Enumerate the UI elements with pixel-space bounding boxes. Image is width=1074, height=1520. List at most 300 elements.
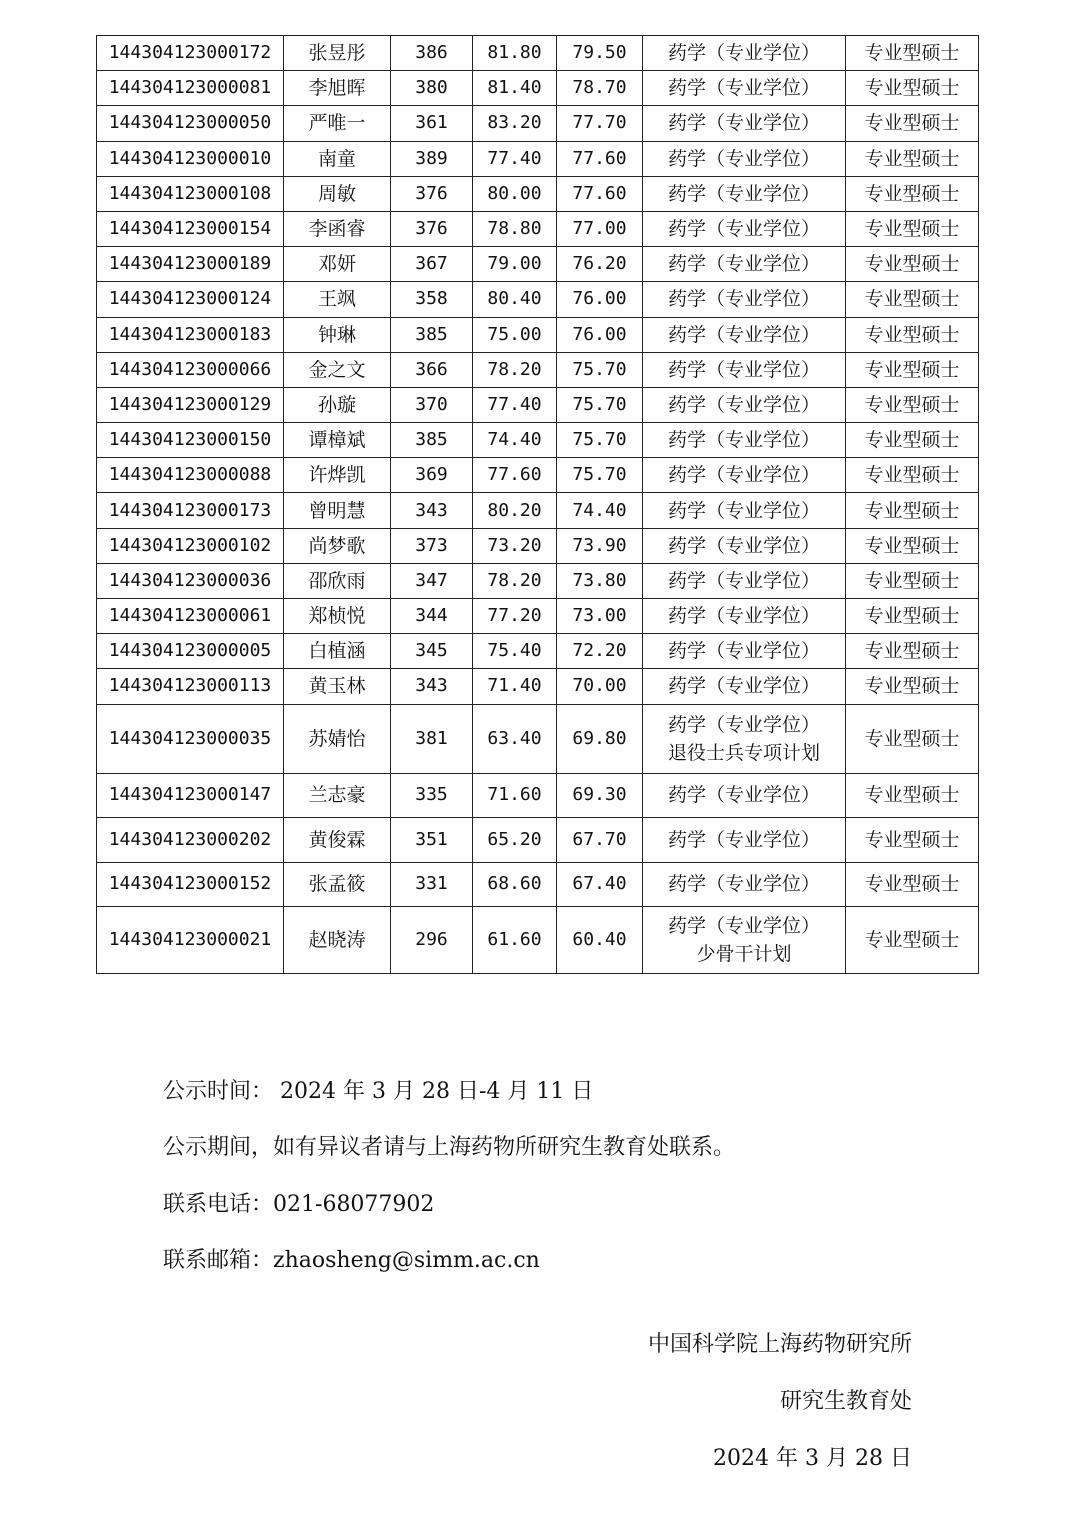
candidate-id-cell-text: 144304123000081 bbox=[108, 77, 272, 99]
candidate-id-cell-text: 144304123000150 bbox=[108, 429, 272, 451]
name-cell-text: 张昱彤 bbox=[308, 42, 366, 65]
degree-type-cell-text: 专业型硕士 bbox=[864, 218, 960, 241]
name-cell bbox=[284, 141, 391, 176]
name-cell bbox=[284, 528, 391, 563]
major-cell bbox=[643, 71, 846, 106]
publicity-period bbox=[163, 1074, 593, 1105]
candidate-id-cell-text: 144304123000173 bbox=[108, 499, 272, 521]
initial-score-cell bbox=[391, 493, 473, 528]
total-score-cell-text: 78.70 bbox=[572, 77, 627, 99]
name-cell bbox=[284, 282, 391, 317]
name-cell bbox=[284, 106, 391, 141]
initial-score-cell-text: 347 bbox=[415, 569, 448, 591]
retest-score-cell-text: 80.00 bbox=[487, 182, 542, 204]
degree-type-cell-text: 专业型硕士 bbox=[864, 605, 960, 628]
initial-score-cell-text: 376 bbox=[415, 182, 448, 204]
name-cell bbox=[284, 907, 391, 974]
candidate-id-cell bbox=[97, 282, 284, 317]
table-body bbox=[97, 36, 979, 974]
candidate-id-cell-text: 144304123000005 bbox=[108, 640, 272, 662]
candidate-id-cell bbox=[97, 773, 284, 818]
degree-type-cell bbox=[846, 176, 979, 211]
name-cell-text: 钟琳 bbox=[317, 323, 356, 346]
candidate-id-cell bbox=[97, 563, 284, 598]
retest-score-cell-text: 75.40 bbox=[487, 640, 542, 662]
name-cell bbox=[284, 458, 391, 493]
degree-type-cell bbox=[846, 528, 979, 563]
initial-score-cell bbox=[391, 36, 473, 71]
initial-score-cell-text: 369 bbox=[415, 464, 448, 486]
degree-type-cell-text: 专业型硕士 bbox=[864, 429, 960, 452]
degree-type-cell bbox=[846, 387, 979, 422]
retest-score-cell bbox=[473, 862, 557, 907]
candidate-id-cell-text: 144304123000021 bbox=[108, 929, 272, 951]
table-row bbox=[97, 669, 979, 704]
major-cell-text: 药学（专业学位） bbox=[667, 42, 820, 65]
major-cell bbox=[643, 387, 846, 422]
retest-score-cell-text: 78.20 bbox=[487, 358, 542, 380]
candidate-id-cell-text: 144304123000036 bbox=[108, 569, 272, 591]
total-score-cell-text: 67.40 bbox=[572, 873, 627, 895]
candidate-id-cell bbox=[97, 458, 284, 493]
degree-type-cell bbox=[846, 36, 979, 71]
retest-score-cell bbox=[473, 773, 557, 818]
degree-type-cell-text: 专业型硕士 bbox=[864, 288, 960, 311]
major-cell bbox=[643, 493, 846, 528]
major-cell-text: 药学（专业学位） bbox=[667, 499, 820, 522]
name-cell bbox=[284, 176, 391, 211]
initial-score-cell-text: 385 bbox=[415, 429, 448, 451]
major-cell bbox=[643, 704, 846, 773]
retest-score-cell-text: 80.20 bbox=[487, 499, 542, 521]
objection-notice: 公示期间，如有异议者请与上海药物所研究生教育处联系。 bbox=[163, 1135, 736, 1160]
retest-score-cell bbox=[473, 493, 557, 528]
retest-score-cell-text: 75.00 bbox=[487, 323, 542, 345]
name-cell bbox=[284, 493, 391, 528]
table-row bbox=[97, 352, 979, 387]
table-row bbox=[97, 211, 979, 246]
retest-score-cell-text: 77.40 bbox=[487, 393, 542, 415]
initial-score-cell-text: 385 bbox=[415, 323, 448, 345]
major-cell-text: 药学（专业学位） bbox=[667, 253, 820, 276]
degree-type-cell bbox=[846, 907, 979, 974]
name-cell-text: 赵晓涛 bbox=[308, 929, 366, 952]
name-cell-text: 兰志豪 bbox=[308, 784, 366, 807]
name-cell bbox=[284, 563, 391, 598]
major-cell bbox=[643, 528, 846, 563]
initial-score-cell-text: 367 bbox=[415, 253, 448, 275]
degree-type-cell-text: 专业型硕士 bbox=[864, 828, 960, 851]
retest-score-cell bbox=[473, 704, 557, 773]
total-score-cell bbox=[557, 563, 643, 598]
retest-score-cell bbox=[473, 528, 557, 563]
initial-score-cell bbox=[391, 599, 473, 634]
total-score-cell-text: 75.70 bbox=[572, 393, 627, 415]
major-cell bbox=[643, 36, 846, 71]
initial-score-cell-text: 358 bbox=[415, 288, 448, 310]
total-score-cell bbox=[557, 352, 643, 387]
table-row bbox=[97, 907, 979, 974]
retest-score-cell bbox=[473, 669, 557, 704]
major-cell-text: 药学（专业学位） bbox=[667, 713, 820, 736]
degree-type-cell-text: 专业型硕士 bbox=[864, 253, 960, 276]
name-cell-text: 张孟筱 bbox=[308, 873, 366, 896]
major-cell-text: 药学（专业学位） bbox=[667, 569, 820, 592]
name-cell bbox=[284, 669, 391, 704]
degree-type-cell bbox=[846, 773, 979, 818]
total-score-cell-text: 74.40 bbox=[572, 499, 627, 521]
candidate-id-cell bbox=[97, 907, 284, 974]
table-row bbox=[97, 423, 979, 458]
initial-score-cell bbox=[391, 106, 473, 141]
candidate-id-cell bbox=[97, 704, 284, 773]
candidate-id-cell bbox=[97, 669, 284, 704]
initial-score-cell bbox=[391, 423, 473, 458]
total-score-cell-text: 67.70 bbox=[572, 828, 627, 850]
total-score-cell bbox=[557, 493, 643, 528]
total-score-cell-text: 72.20 bbox=[572, 640, 627, 662]
major-cell-text: 药学（专业学位） bbox=[667, 828, 820, 851]
initial-score-cell-text: 296 bbox=[415, 929, 448, 951]
total-score-cell bbox=[557, 773, 643, 818]
retest-score-cell bbox=[473, 563, 557, 598]
major-cell bbox=[643, 176, 846, 211]
admission-results-table bbox=[96, 35, 979, 974]
major-cell bbox=[643, 818, 846, 863]
table-row bbox=[97, 493, 979, 528]
retest-score-cell-text: 65.20 bbox=[487, 828, 542, 850]
initial-score-cell bbox=[391, 352, 473, 387]
total-score-cell bbox=[557, 387, 643, 422]
name-cell bbox=[284, 387, 391, 422]
signature-organization: 中国科学院上海药物研究所 bbox=[647, 1332, 912, 1357]
total-score-cell-text: 77.70 bbox=[572, 112, 627, 134]
initial-score-cell bbox=[391, 176, 473, 211]
name-cell-text: 黄俊霖 bbox=[308, 828, 366, 851]
major-cell bbox=[643, 458, 846, 493]
retest-score-cell-text: 61.60 bbox=[487, 929, 542, 951]
major-cell bbox=[643, 211, 846, 246]
candidate-id-cell-text: 144304123000113 bbox=[108, 675, 272, 697]
retest-score-cell-text: 68.60 bbox=[487, 873, 542, 895]
initial-score-cell-text: 331 bbox=[415, 873, 448, 895]
major-cell bbox=[643, 317, 846, 352]
retest-score-cell bbox=[473, 634, 557, 669]
name-cell-text: 金之文 bbox=[308, 358, 366, 381]
degree-type-cell-text: 专业型硕士 bbox=[864, 182, 960, 205]
table-row bbox=[97, 599, 979, 634]
candidate-id-cell bbox=[97, 247, 284, 282]
table-row bbox=[97, 317, 979, 352]
name-cell-text: 曾明慧 bbox=[308, 499, 366, 522]
candidate-id-cell bbox=[97, 106, 284, 141]
initial-score-cell-text: 370 bbox=[415, 393, 448, 415]
initial-score-cell bbox=[391, 247, 473, 282]
initial-score-cell bbox=[391, 704, 473, 773]
total-score-cell-text: 75.70 bbox=[572, 464, 627, 486]
name-cell-text: 孙璇 bbox=[317, 393, 356, 416]
name-cell bbox=[284, 704, 391, 773]
retest-score-cell-text: 78.20 bbox=[487, 569, 542, 591]
retest-score-cell-text: 80.40 bbox=[487, 288, 542, 310]
major-cell-text: 药学（专业学位） bbox=[667, 605, 820, 628]
table-row bbox=[97, 704, 979, 773]
degree-type-cell bbox=[846, 106, 979, 141]
contact-phone-label: 联系电话： bbox=[163, 1192, 274, 1217]
initial-score-cell bbox=[391, 141, 473, 176]
initial-score-cell-text: 381 bbox=[415, 727, 448, 749]
table-row bbox=[97, 71, 979, 106]
name-cell-text: 黄玉林 bbox=[308, 675, 366, 698]
retest-score-cell-text: 71.40 bbox=[487, 675, 542, 697]
degree-type-cell-text: 专业型硕士 bbox=[864, 77, 960, 100]
retest-score-cell-text: 71.60 bbox=[487, 784, 542, 806]
total-score-cell bbox=[557, 176, 643, 211]
retest-score-cell-text: 77.20 bbox=[487, 605, 542, 627]
total-score-cell-text: 75.70 bbox=[572, 358, 627, 380]
degree-type-cell-text: 专业型硕士 bbox=[864, 323, 960, 346]
major-cell-text: 药学（专业学位） bbox=[667, 640, 820, 663]
total-score-cell-text: 75.70 bbox=[572, 429, 627, 451]
retest-score-cell bbox=[473, 423, 557, 458]
initial-score-cell bbox=[391, 282, 473, 317]
degree-type-cell-text: 专业型硕士 bbox=[864, 499, 960, 522]
major-cell-text: 药学（专业学位） bbox=[667, 429, 820, 452]
retest-score-cell bbox=[473, 247, 557, 282]
contact-email bbox=[163, 1243, 540, 1274]
table-row bbox=[97, 141, 979, 176]
major-cell-text: 药学（专业学位） bbox=[667, 288, 820, 311]
major-cell bbox=[643, 282, 846, 317]
contact-email-value: zhaosheng@simm.ac.cn bbox=[273, 1248, 540, 1273]
candidate-id-cell-text: 144304123000035 bbox=[108, 727, 272, 749]
table-row bbox=[97, 106, 979, 141]
table-row bbox=[97, 818, 979, 863]
candidate-id-cell bbox=[97, 71, 284, 106]
initial-score-cell-text: 344 bbox=[415, 605, 448, 627]
candidate-id-cell bbox=[97, 387, 284, 422]
name-cell bbox=[284, 36, 391, 71]
initial-score-cell-text: 335 bbox=[415, 784, 448, 806]
major-cell bbox=[643, 141, 846, 176]
initial-score-cell bbox=[391, 563, 473, 598]
table-row bbox=[97, 282, 979, 317]
retest-score-cell bbox=[473, 387, 557, 422]
table-row bbox=[97, 773, 979, 818]
degree-type-cell bbox=[846, 71, 979, 106]
name-cell-text: 邓妍 bbox=[317, 253, 356, 276]
major-cell-text: 药学（专业学位） bbox=[667, 464, 820, 487]
total-score-cell bbox=[557, 106, 643, 141]
initial-score-cell bbox=[391, 773, 473, 818]
initial-score-cell bbox=[391, 317, 473, 352]
candidate-id-cell-text: 144304123000183 bbox=[108, 323, 272, 345]
table-row bbox=[97, 862, 979, 907]
initial-score-cell-text: 351 bbox=[415, 828, 448, 850]
major-cell-text: 药学（专业学位） bbox=[667, 915, 820, 938]
degree-type-cell bbox=[846, 493, 979, 528]
name-cell-text: 白植涵 bbox=[308, 640, 366, 663]
retest-score-cell bbox=[473, 458, 557, 493]
candidate-id-cell bbox=[97, 634, 284, 669]
retest-score-cell bbox=[473, 211, 557, 246]
degree-type-cell-text: 专业型硕士 bbox=[864, 784, 960, 807]
initial-score-cell bbox=[391, 458, 473, 493]
retest-score-cell bbox=[473, 106, 557, 141]
initial-score-cell bbox=[391, 862, 473, 907]
initial-score-cell-text: 376 bbox=[415, 218, 448, 240]
name-cell bbox=[284, 634, 391, 669]
candidate-id-cell-text: 144304123000202 bbox=[108, 828, 272, 850]
degree-type-cell-text: 专业型硕士 bbox=[864, 929, 960, 952]
retest-score-cell bbox=[473, 176, 557, 211]
initial-score-cell bbox=[391, 907, 473, 974]
publicity-period-value: 2024 年 3 月 28 日-4 月 11 日 bbox=[280, 1079, 594, 1104]
degree-type-cell-text: 专业型硕士 bbox=[864, 727, 960, 750]
candidate-id-cell-text: 144304123000102 bbox=[108, 534, 272, 556]
name-cell bbox=[284, 71, 391, 106]
candidate-id-cell-text: 144304123000010 bbox=[108, 147, 272, 169]
degree-type-cell bbox=[846, 669, 979, 704]
candidate-id-cell-text: 144304123000152 bbox=[108, 873, 272, 895]
candidate-id-cell bbox=[97, 528, 284, 563]
total-score-cell-text: 77.60 bbox=[572, 182, 627, 204]
table-row bbox=[97, 387, 979, 422]
total-score-cell bbox=[557, 669, 643, 704]
candidate-id-cell-text: 144304123000129 bbox=[108, 393, 272, 415]
retest-score-cell-text: 73.20 bbox=[487, 534, 542, 556]
total-score-cell bbox=[557, 317, 643, 352]
retest-score-cell-text: 81.40 bbox=[487, 77, 542, 99]
initial-score-cell-text: 373 bbox=[415, 534, 448, 556]
table-row bbox=[97, 563, 979, 598]
total-score-cell-text: 76.00 bbox=[572, 288, 627, 310]
degree-type-cell bbox=[846, 247, 979, 282]
degree-type-cell bbox=[846, 634, 979, 669]
name-cell-text: 邵欣雨 bbox=[308, 569, 366, 592]
publicity-period-label: 公示时间： bbox=[163, 1079, 274, 1104]
retest-score-cell-text: 77.60 bbox=[487, 464, 542, 486]
initial-score-cell-text: 361 bbox=[415, 112, 448, 134]
name-cell-text: 尚梦歌 bbox=[308, 534, 366, 557]
total-score-cell-text: 77.00 bbox=[572, 218, 627, 240]
retest-score-cell bbox=[473, 907, 557, 974]
candidate-id-cell-text: 144304123000172 bbox=[108, 42, 272, 64]
major-cell bbox=[643, 106, 846, 141]
signature-department: 研究生教育处 bbox=[779, 1389, 912, 1414]
name-cell bbox=[284, 862, 391, 907]
major-cell bbox=[643, 907, 846, 974]
degree-type-cell bbox=[846, 423, 979, 458]
candidate-id-cell-text: 144304123000189 bbox=[108, 253, 272, 275]
total-score-cell-text: 76.20 bbox=[572, 253, 627, 275]
name-cell-text: 南童 bbox=[317, 147, 356, 170]
total-score-cell bbox=[557, 818, 643, 863]
major-cell bbox=[643, 563, 846, 598]
name-cell bbox=[284, 423, 391, 458]
total-score-cell bbox=[557, 247, 643, 282]
degree-type-cell bbox=[846, 563, 979, 598]
name-cell bbox=[284, 247, 391, 282]
degree-type-cell-text: 专业型硕士 bbox=[864, 147, 960, 170]
table-row bbox=[97, 176, 979, 211]
table-row bbox=[97, 247, 979, 282]
name-cell-text: 苏婧怡 bbox=[308, 727, 366, 750]
total-score-cell bbox=[557, 907, 643, 974]
name-cell bbox=[284, 818, 391, 863]
degree-type-cell bbox=[846, 317, 979, 352]
degree-type-cell bbox=[846, 211, 979, 246]
degree-type-cell-text: 专业型硕士 bbox=[864, 42, 960, 65]
special-plan-note: 少骨干计划 bbox=[696, 943, 792, 966]
retest-score-cell-text: 81.80 bbox=[487, 42, 542, 64]
total-score-cell bbox=[557, 458, 643, 493]
candidate-id-cell bbox=[97, 493, 284, 528]
degree-type-cell bbox=[846, 141, 979, 176]
degree-type-cell bbox=[846, 599, 979, 634]
major-cell-text: 药学（专业学位） bbox=[667, 182, 820, 205]
retest-score-cell bbox=[473, 317, 557, 352]
name-cell-text: 王飒 bbox=[317, 288, 356, 311]
total-score-cell-text: 69.30 bbox=[572, 784, 627, 806]
retest-score-cell-text: 79.00 bbox=[487, 253, 542, 275]
degree-type-cell bbox=[846, 704, 979, 773]
total-score-cell bbox=[557, 141, 643, 176]
retest-score-cell bbox=[473, 36, 557, 71]
retest-score-cell bbox=[473, 818, 557, 863]
retest-score-cell bbox=[473, 282, 557, 317]
total-score-cell bbox=[557, 634, 643, 669]
name-cell-text: 李旭晖 bbox=[308, 77, 366, 100]
initial-score-cell bbox=[391, 818, 473, 863]
contact-phone bbox=[163, 1187, 434, 1218]
total-score-cell-text: 79.50 bbox=[572, 42, 627, 64]
total-score-cell bbox=[557, 704, 643, 773]
initial-score-cell bbox=[391, 669, 473, 704]
total-score-cell-text: 77.60 bbox=[572, 147, 627, 169]
candidate-id-cell-text: 144304123000066 bbox=[108, 358, 272, 380]
degree-type-cell bbox=[846, 352, 979, 387]
total-score-cell bbox=[557, 862, 643, 907]
initial-score-cell-text: 380 bbox=[415, 77, 448, 99]
name-cell-text: 郑桢悦 bbox=[308, 605, 366, 628]
retest-score-cell bbox=[473, 599, 557, 634]
candidate-id-cell bbox=[97, 36, 284, 71]
major-cell bbox=[643, 634, 846, 669]
initial-score-cell bbox=[391, 71, 473, 106]
retest-score-cell bbox=[473, 71, 557, 106]
major-cell bbox=[643, 247, 846, 282]
major-cell-text: 药学（专业学位） bbox=[667, 534, 820, 557]
candidate-id-cell bbox=[97, 317, 284, 352]
candidate-id-cell-text: 144304123000088 bbox=[108, 464, 272, 486]
name-cell-text: 谭樟斌 bbox=[308, 429, 366, 452]
degree-type-cell-text: 专业型硕士 bbox=[864, 640, 960, 663]
degree-type-cell-text: 专业型硕士 bbox=[864, 534, 960, 557]
degree-type-cell-text: 专业型硕士 bbox=[864, 112, 960, 135]
table-row bbox=[97, 634, 979, 669]
name-cell bbox=[284, 773, 391, 818]
name-cell-text: 周敏 bbox=[317, 182, 356, 205]
contact-email-label: 联系邮箱： bbox=[163, 1248, 274, 1273]
initial-score-cell-text: 345 bbox=[415, 640, 448, 662]
initial-score-cell-text: 343 bbox=[415, 675, 448, 697]
major-cell-text: 药学（专业学位） bbox=[667, 784, 820, 807]
candidate-id-cell-text: 144304123000108 bbox=[108, 182, 272, 204]
initial-score-cell bbox=[391, 211, 473, 246]
major-cell bbox=[643, 773, 846, 818]
candidate-id-cell bbox=[97, 211, 284, 246]
